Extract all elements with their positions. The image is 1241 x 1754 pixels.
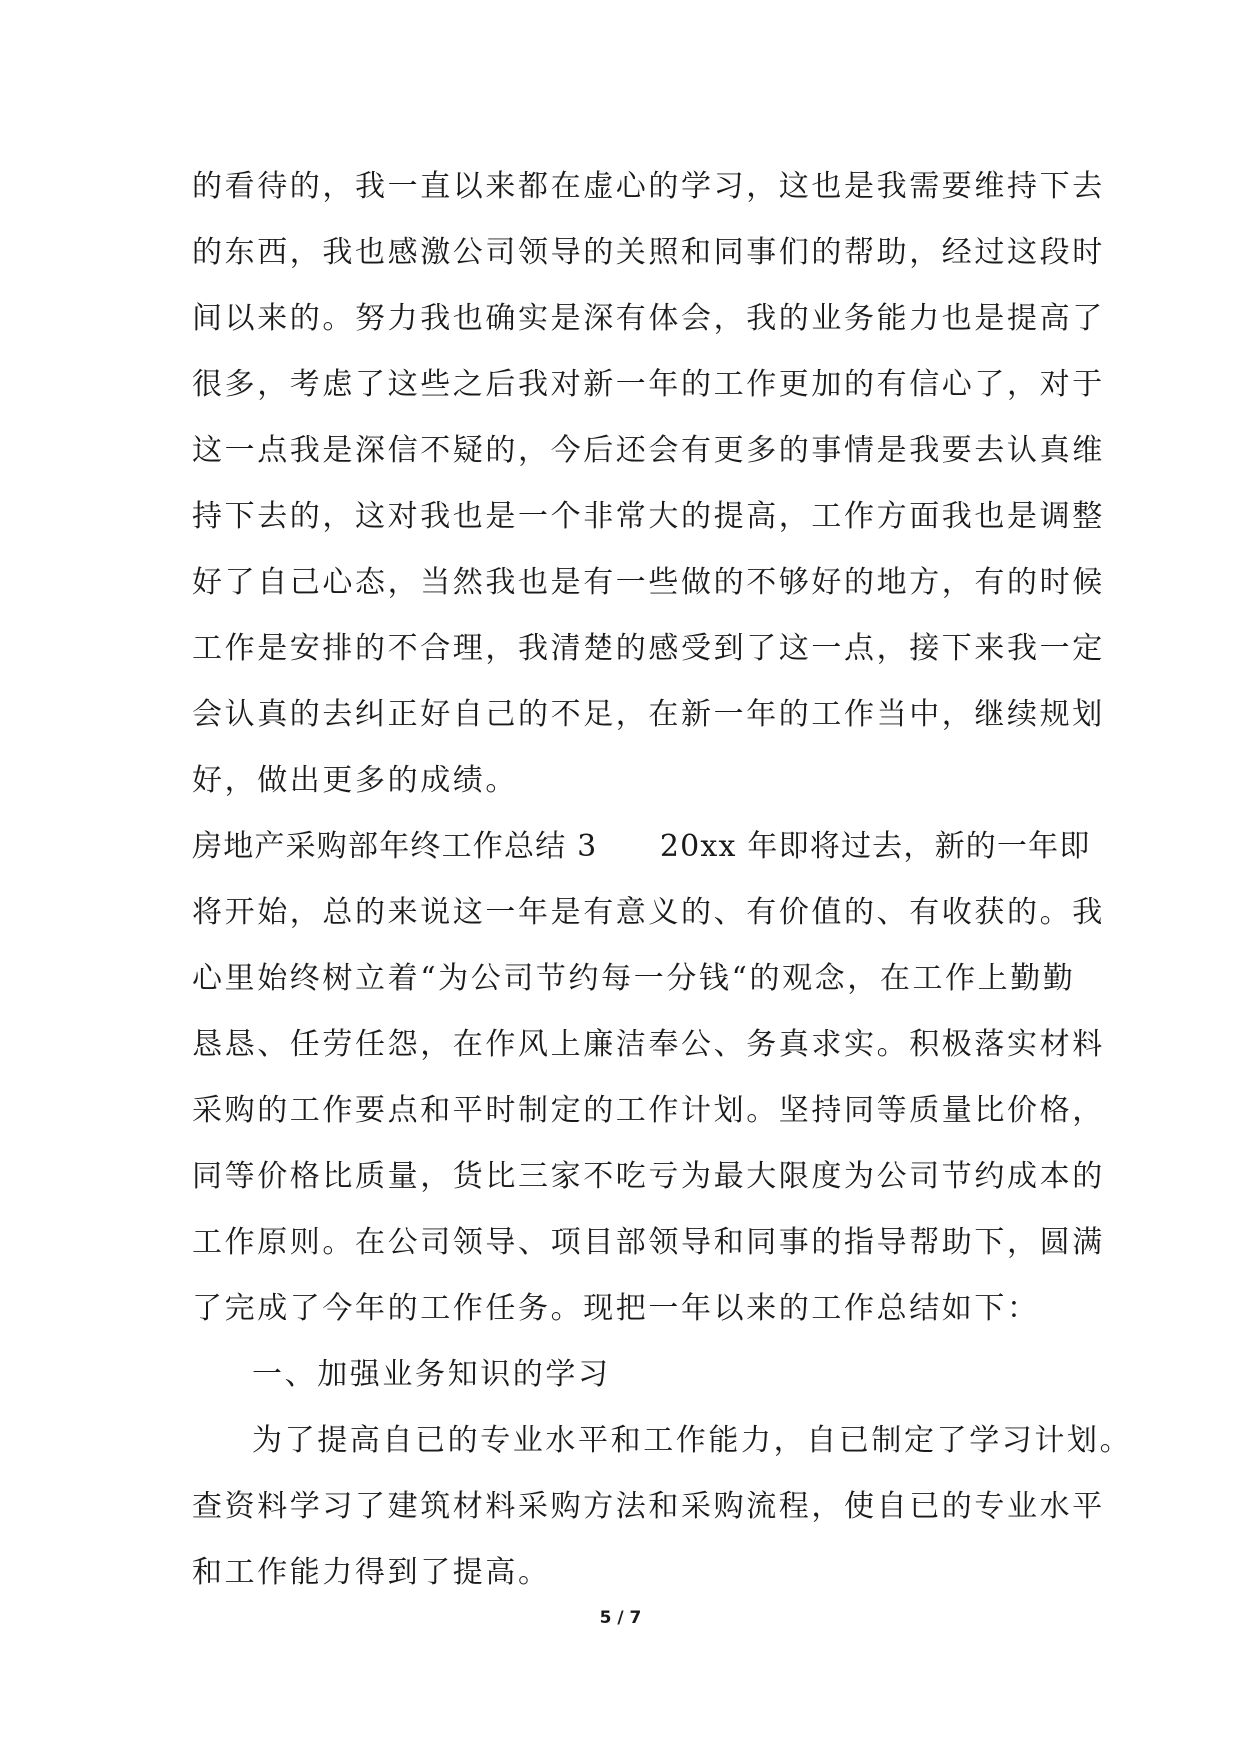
text-line-2: 的东西，我也感激公司领导的关照和同事们的帮助，经过这段时 [192, 235, 1105, 270]
text-line-22: 和工作能力得到了提高。 [192, 1555, 551, 1590]
text-line-15: 采购的工作要点和平时制定的工作计划。坚持同等质量比价格， [192, 1093, 1105, 1128]
text-line-18: 了完成了今年的工作任务。现把一年以来的工作总结如下： [192, 1291, 1040, 1326]
text-line-21: 查资料学习了建筑材料采购方法和采购流程，使自已的专业水平 [192, 1489, 1105, 1524]
text-line-8: 工作是安排的不合理，我清楚的感受到了这一点，接下来我一定 [192, 631, 1105, 666]
text-line-3: 间以来的。努力我也确实是深有体会，我的业务能力也是提高了 [192, 301, 1105, 336]
page-number: 5 / 7 [599, 1608, 642, 1628]
text-line-10: 好，做出更多的成绩。 [192, 763, 518, 798]
text-line-20: 为了提高自已的专业水平和工作能力，自已制定了学习计划。 [252, 1423, 1133, 1458]
text-line-6: 持下去的，这对我也是一个非常大的提高，工作方面我也是调整 [192, 499, 1105, 534]
subheading-line: 一、加强业务知识的学习 [252, 1357, 611, 1392]
text-line-5: 这一点我是深信不疑的，今后还会有更多的事情是我要去认真维 [192, 433, 1105, 468]
text-line-1: 的看待的，我一直以来都在虚心的学习，这也是我需要维持下去 [192, 169, 1105, 204]
section-title-line: 房地产采购部年终工作总结 3 20xx 年即将过去，新的一年即 [192, 829, 1091, 864]
text-line-7: 好了自己心态，当然我也是有一些做的不够好的地方，有的时候 [192, 565, 1105, 600]
text-line-17: 工作原则。在公司领导、项目部领导和同事的指导帮助下，圆满 [192, 1225, 1105, 1260]
text-line-14: 恳恳、任劳任怨，在作风上廉洁奉公、务真求实。积极落实材料 [192, 1027, 1105, 1062]
document-body [192, 154, 1133, 1606]
text-line-9: 会认真的去纠正好自己的不足，在新一年的工作当中，继续规划 [192, 697, 1105, 732]
text-line-13: 心里始终树立着“为公司节约每一分钱“的观念，在工作上勤勤 [192, 961, 1076, 996]
text-line-12: 将开始，总的来说这一年是有意义的、有价值的、有收获的。我 [192, 895, 1105, 930]
text-line-16: 同等价格比质量，货比三家不吃亏为最大限度为公司节约成本的 [192, 1159, 1105, 1194]
text-line-4: 很多，考虑了这些之后我对新一年的工作更加的有信心了，对于 [192, 367, 1105, 402]
